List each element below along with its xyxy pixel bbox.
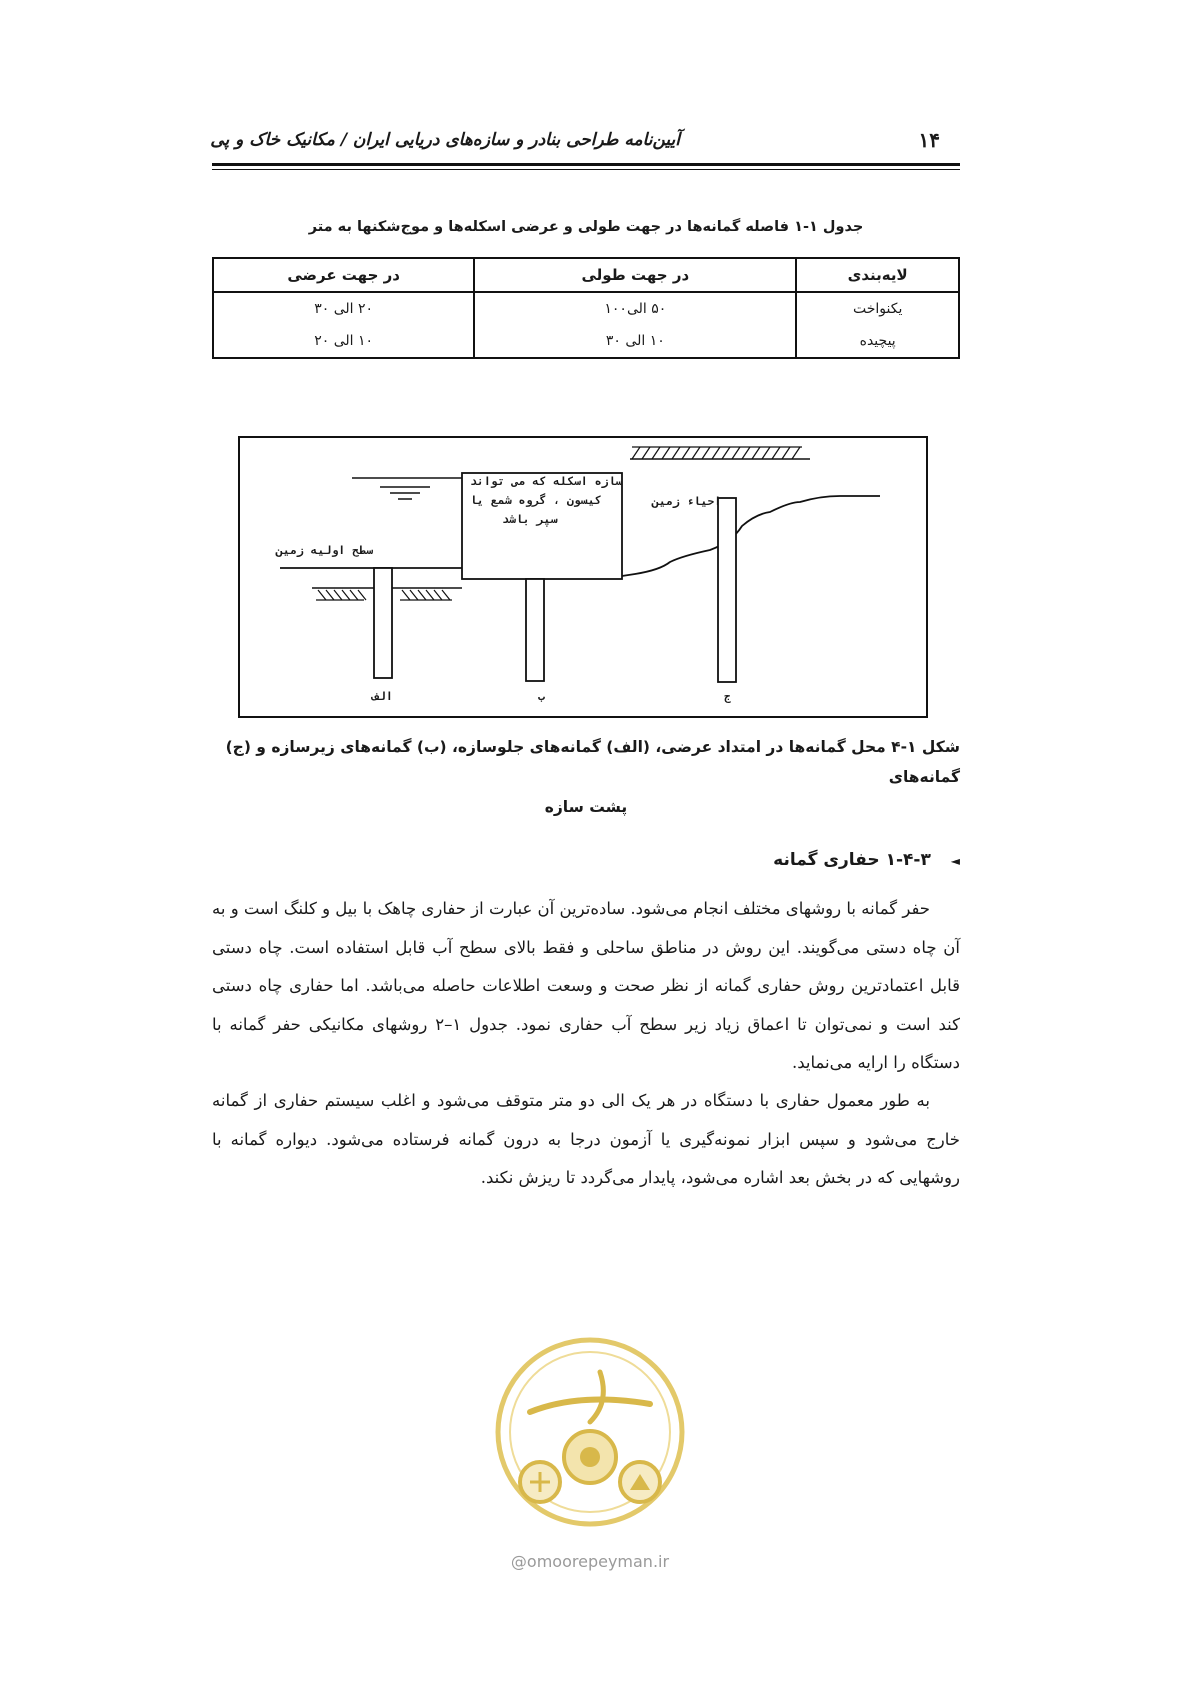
ground-hatch-top (632, 447, 802, 459)
pile-c-label: ج (724, 689, 731, 703)
paragraph-2 (212, 1082, 960, 1198)
table-header-cell: در جهت عرضی (213, 258, 474, 292)
section-heading (212, 850, 960, 870)
table-row (213, 292, 959, 325)
watermark-url: @omoorepeyman.ir (510, 1552, 670, 1571)
table-cell: پیچیده (796, 325, 959, 358)
pile-b-label: ب (538, 689, 545, 703)
pile-under (526, 579, 544, 681)
table-cell: ۵۰ الی۱۰۰ (474, 292, 796, 325)
figure-caption-line2: پشت سازه (544, 798, 628, 816)
paragraph-text: به طور معمول حفاری با دستگاه در هر یک الی دو متر متوقف می‌شود و اغلب سیستم حفاری از گمانه خارج می‌شود و سپس ابزار نمونه‌گیری یا آزمون درجا به درون گمانه فرستاده می‌شود. دیواره گمانه با روشهایی که در بخش بعد اشاره می‌شود، پایدار می‌گردد تا ریزش نکند. (212, 1091, 960, 1187)
table-header-cell: لایه‌بندی (796, 258, 959, 292)
watermark-seal-logo (490, 1332, 690, 1532)
figure-caption-line1: شکل ۱-۴ محل گمانه‌ها در امتداد عرضی، (الف) گمانه‌های جلوسازه، (ب) گمانه‌های زیرسازه و (ج) گمانه‌های (225, 738, 960, 786)
page-number: ۱۴ (918, 128, 940, 152)
table-cell: ۱۰ الی ۲۰ (213, 325, 474, 358)
paragraph-text: حفر گمانه با روشهای مختلف انجام می‌شود. ساده‌ترین آن عبارت از حفاری چاهک با بیل و کلنگ است و به آن چاه دستی می‌گویند. این روش در مناطق ساحلی و فقط بالای سطح آب قابل استفاده است. چاه دستی قابل اعتمادترین روش حفاری گمانه از نظر صحت و وسعت اطلاعات حاصله می‌باشد. اما حفاری چاه دستی کند است و نمی‌توان تا اعماق زیاد زیر سطح آب حفاری نمود. جدول ۱–۲ روشهای مکانیکی حفر گمانه با دستگاه را ارایه می‌نماید. (212, 899, 960, 1072)
pile-a-label: الف (372, 689, 393, 703)
pile-front (374, 568, 392, 678)
header-rule-thin (212, 169, 960, 170)
header-rule-thick (212, 163, 960, 166)
borehole-spacing-table (212, 257, 960, 359)
table-header-cell: در جهت طولی (474, 258, 796, 292)
paragraph-1 (212, 890, 960, 1083)
water-level-symbol (352, 478, 462, 499)
structure-label-line2: کیسون ، گروه شمع یا (470, 493, 602, 507)
initial-ground-label: سطح اولیه زمین (276, 543, 373, 557)
table-cell: ۱۰ الی ۳۰ (474, 325, 796, 358)
table-row (213, 325, 959, 358)
pile-behind (718, 498, 736, 682)
table-cell: ۲۰ الی ۳۰ (213, 292, 474, 325)
table-cell: یکنواخت (796, 292, 959, 325)
section-title: ۱-۴-۳ حفاری گمانه (773, 850, 931, 870)
bullet-icon: ◄ (950, 854, 960, 868)
table-caption: جدول ۱-۱ فاصله گمانه‌ها در جهت طولی و عرضی اسکله‌ها و موج‌شکنها به متر (308, 219, 864, 235)
structure-label-line1: سازه اسکله که می تواند (470, 474, 623, 488)
borehole-location-figure (238, 436, 928, 718)
figure-caption (212, 732, 960, 822)
running-title: آیین‌نامه طراحی بنادر و سازه‌های دریایی ایران / مکانیک خاک و پی (210, 130, 680, 150)
reclaimed-land-label: احیاء زمین (652, 494, 722, 508)
structure-label-line3: سپر باشد (502, 512, 558, 526)
table-header-row (213, 258, 959, 292)
structure-box (462, 473, 622, 579)
